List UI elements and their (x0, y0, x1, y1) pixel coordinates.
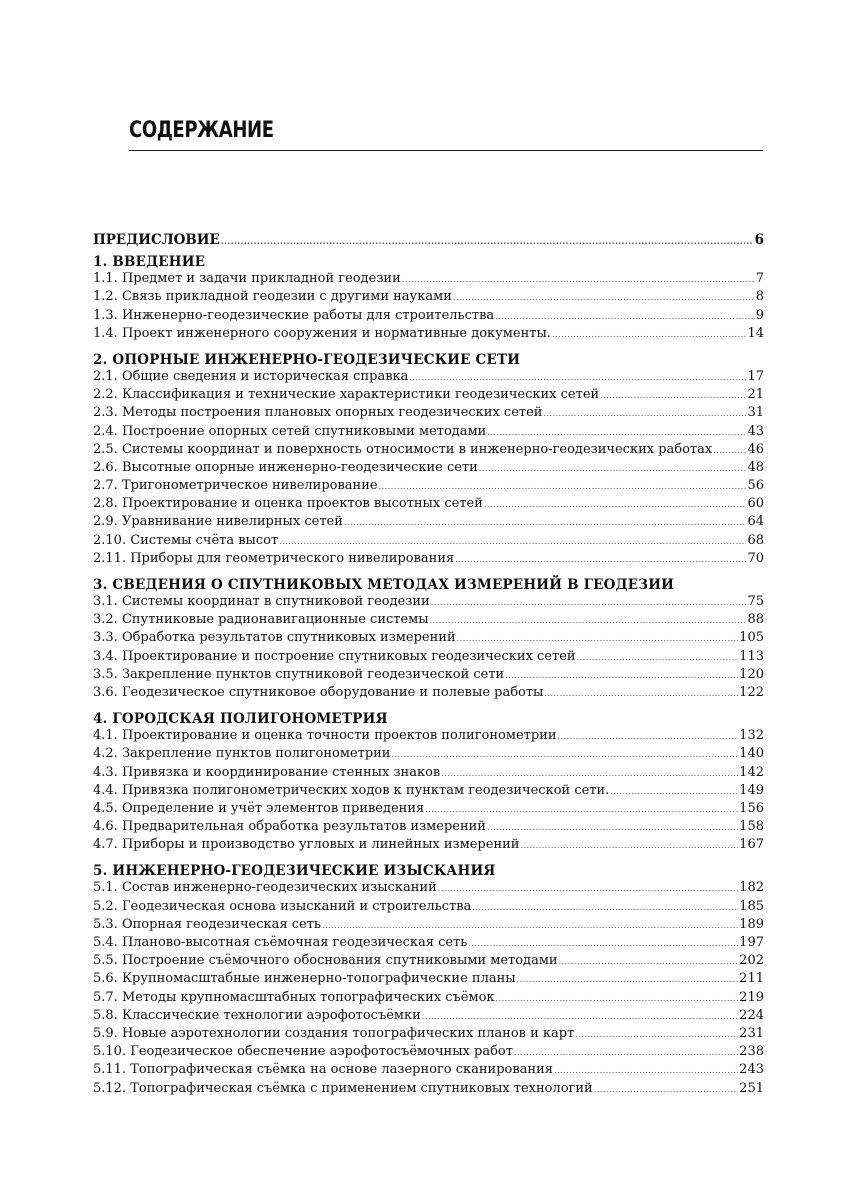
toc-entry[interactable] (93, 271, 764, 289)
toc-entry-page: 43 (747, 423, 764, 439)
toc-entry[interactable] (93, 1062, 764, 1080)
toc-entry[interactable] (93, 630, 764, 648)
toc-entry[interactable] (93, 1026, 764, 1044)
toc-entry-page: 9 (755, 307, 764, 323)
toc-entry-title: 2.10. Системы счёта высот (93, 532, 279, 548)
toc-entry[interactable] (93, 765, 764, 783)
toc-section-heading[interactable]: 3. СВЕДЕНИЯ О СПУТНИКОВЫХ МЕТОДАХ ИЗМЕРЕНИЙ В ГЕОДЕЗИИ (93, 577, 675, 593)
toc-entry[interactable] (93, 819, 764, 837)
toc-leader-dots (441, 769, 738, 778)
toc-entry-page: 31 (747, 405, 764, 421)
toc-leader-dots (344, 518, 747, 527)
toc-entry-page: 17 (747, 368, 764, 384)
toc-entry-page: 88 (747, 612, 764, 628)
toc-entry-page: 158 (739, 819, 764, 835)
toc-leader-dots (495, 312, 755, 321)
toc-entry[interactable] (93, 1081, 764, 1099)
toc-entry-title: 3.2. Спутниковые радионавигационные системы (93, 612, 429, 628)
toc-entry-page: 132 (739, 728, 764, 744)
toc-entry-title: 1.3. Инженерно-геодезические работы для строительства (93, 307, 495, 323)
toc-leader-dots (468, 939, 738, 948)
toc-entry-page: 243 (739, 1062, 764, 1078)
toc-section-heading[interactable]: 4. ГОРОДСКАЯ ПОЛИГОНОМЕТРИЯ (93, 711, 388, 728)
toc-leader-dots (600, 391, 746, 400)
toc-entry-page: 182 (739, 880, 764, 896)
toc-leader-dots (559, 957, 739, 966)
toc-entry[interactable] (93, 514, 764, 532)
toc-leader-dots (577, 653, 739, 662)
toc-entry-page: 6 (754, 232, 764, 248)
section-spacer (93, 703, 764, 710)
toc-leader-dots (279, 537, 746, 546)
toc-entry-title: 2.6. Высотные опорные инженерно-геодезические сети (93, 459, 478, 475)
toc-leader-dots (543, 409, 746, 418)
toc-entry-page: 197 (739, 935, 764, 950)
toc-entry-page: 64 (747, 514, 764, 530)
toc-leader-dots (453, 293, 755, 302)
toc-entry[interactable] (93, 837, 764, 855)
toc-section-heading[interactable]: 5. ИНЖЕНЕРНО-ГЕОДЕЗИЧЕСКИЕ ИЗЫСКАНИЯ (93, 863, 496, 880)
toc-leader-dots (484, 500, 747, 509)
toc-entry-title: 3.6. Геодезическое спутниковое оборудование и полевые работы (93, 684, 544, 700)
toc-entry[interactable] (93, 990, 764, 1008)
toc-entry-title: 2.1. Общие сведения и историческая справка (93, 368, 409, 384)
toc-entry-page: 75 (747, 594, 764, 609)
toc-entry-title: 3.4. Проектирование и построение спутниковых геодезических сетей (93, 648, 576, 664)
toc-entry[interactable] (93, 728, 764, 746)
toc-entry-title: 5.6. Крупномасштабные инженерно-топографические планы (93, 971, 516, 987)
toc-entry[interactable] (93, 478, 764, 496)
toc-leader-dots (517, 975, 739, 984)
toc-leader-dots (487, 823, 738, 832)
toc-leader-dots (713, 446, 746, 455)
toc-leader-dots (402, 275, 755, 284)
toc-entry-title: 4.1. Проектирование и оценка точности проектов полигонометрии (93, 728, 557, 744)
toc-entry-title: 5.3. Опорная геодезическая сеть (93, 916, 321, 932)
toc-entry-page: 14 (747, 325, 764, 341)
toc-entry-title: 4.4. Привязка полигонометрических ходов к пунктам геодезической сети. (93, 782, 610, 798)
toc-entry-page: 189 (739, 916, 764, 932)
toc-entry-page: 140 (739, 746, 764, 762)
toc-leader-dots (391, 750, 738, 759)
toc-entry[interactable] (93, 953, 764, 971)
toc-entry[interactable] (93, 917, 764, 935)
toc-entry-page: 202 (739, 953, 764, 969)
toc-entry-page: 120 (739, 666, 764, 682)
toc-entry-title: 3.5. Закрепление пунктов спутниковой геодезической сети (93, 666, 505, 682)
toc-entry[interactable] (93, 594, 764, 612)
toc-leader-dots (575, 1030, 738, 1039)
toc-entry-preface[interactable] (93, 232, 764, 250)
toc-entry-page: 211 (739, 971, 764, 987)
toc-entry[interactable] (93, 496, 764, 514)
toc-entry-title: 5.11. Топографическая съёмка на основе лазерного сканирования (93, 1062, 553, 1078)
toc-entry-title: 2.2. Классификация и технические характеристики геодезических сетей (93, 387, 600, 403)
toc-leader-dots (558, 732, 739, 741)
toc-entry-title: 5.10. Геодезическое обеспечение аэрофотосъёмочных работ (93, 1044, 513, 1060)
toc-leader-dots (322, 921, 738, 930)
toc-entry-page: 113 (739, 648, 764, 664)
toc-entry-title: 5.8. Классические технологии аэрофотосъёмки (93, 1007, 421, 1023)
toc-entry[interactable] (93, 1008, 764, 1026)
toc-entry-title: 5.1. Состав инженерно-геодезических изысканий (93, 880, 437, 896)
toc-entry-title: 2.8. Проектирование и оценка проектов высотных сетей (93, 496, 483, 512)
toc-entry-title: 2.7. Тригонометрическое нивелирование (93, 478, 378, 494)
toc-entry-title: 5.7. Методы крупномасштабных топографических съёмок (93, 989, 495, 1005)
toc-entry[interactable] (93, 971, 764, 989)
toc-entry[interactable] (93, 460, 764, 478)
title-underline (129, 150, 763, 151)
toc-entry-title: 2.5. Системы координат и поверхность относимости в инженерно-геодезических работах (93, 441, 713, 457)
toc-leader-dots (594, 1085, 738, 1094)
toc-entry-title: 2.4. Построение опорных сетей спутниковыми методами (93, 423, 487, 439)
section-spacer (93, 855, 764, 862)
toc-entry-page: 46 (747, 441, 764, 457)
toc-entry-page: 231 (739, 1025, 764, 1041)
toc-leader-dots (431, 598, 747, 607)
toc-leader-dots (514, 1048, 738, 1057)
toc-leader-dots (221, 236, 754, 246)
toc-entry-page: 238 (739, 1044, 764, 1060)
toc-leader-dots (438, 884, 738, 893)
toc-entry[interactable] (93, 783, 764, 801)
toc-entry-title: 2.11. Приборы для геометрического нивелирования (93, 550, 455, 566)
toc-leader-dots (487, 428, 746, 437)
toc-entry-title: 4.5. Определение и учёт элементов приведения (93, 800, 425, 816)
toc-entry-title: 5.4. Планово-высотная съёмочная геодезическая сеть (93, 935, 468, 950)
toc-entry-title: 2.9. Уравнивание нивелирных сетей (93, 514, 343, 530)
toc-entry-page: 142 (739, 764, 764, 780)
toc-entry-title: 2.3. Методы построения плановых опорных геодезических сетей (93, 405, 543, 421)
toc-entry[interactable] (93, 899, 764, 917)
section-spacer (93, 569, 764, 576)
toc-entry[interactable] (93, 442, 764, 460)
toc-entry-page: 60 (747, 496, 764, 512)
toc-entry-title: 5.5. Построение съёмочного обоснования спутниковыми методами (93, 953, 558, 969)
toc-entry-title: 3.3. Обработка результатов спутниковых измерений (93, 630, 456, 646)
toc-entry-page: 219 (739, 989, 764, 1005)
toc-leader-dots (505, 671, 738, 680)
toc-entry-page: 70 (747, 550, 764, 566)
toc-entry-title: 4.7. Приборы и производство угловых и линейных измерений (93, 837, 520, 853)
toc-entry-title: 5.2. Геодезическая основа изысканий и строительства (93, 898, 472, 914)
toc-entry[interactable] (93, 551, 764, 569)
toc-entry-title: 1.2. Связь прикладной геодезии с другими науками (93, 289, 452, 305)
toc-leader-dots (520, 841, 738, 850)
toc-entry[interactable] (93, 533, 764, 551)
toc-leader-dots (422, 1012, 738, 1021)
toc-entry-title: 1.1. Предмет и задачи прикладной геодезии (93, 271, 401, 287)
toc-entry[interactable] (93, 308, 764, 326)
toc-entry-page: 122 (739, 684, 764, 700)
toc-entry-page: 8 (755, 289, 764, 305)
toc-leader-dots (552, 330, 747, 339)
toc-entry[interactable] (93, 935, 764, 953)
toc-leader-dots (409, 373, 746, 382)
toc-entry[interactable] (93, 612, 764, 630)
toc-leader-dots (379, 482, 747, 491)
toc-entry-page: 167 (739, 837, 764, 853)
toc-leader-dots (425, 805, 738, 814)
toc-entry[interactable] (93, 880, 764, 898)
toc-entry-title: 5.12. Топографическая съёмка с применением спутниковых технологий (93, 1080, 593, 1096)
toc-entry[interactable] (93, 326, 764, 344)
toc-leader-dots (430, 616, 747, 625)
toc-leader-dots (610, 787, 738, 796)
toc-entry-title: 1.4. Проект инженерного сооружения и нормативные документы. (93, 325, 551, 341)
toc-leader-dots (496, 994, 739, 1003)
toc-entry-page: 68 (747, 532, 764, 548)
toc-entry-title: 5.9. Новые аэротехнологии создания топографических планов и карт (93, 1025, 575, 1041)
toc-entry-page: 48 (747, 459, 764, 475)
toc-entry-title: 4.3. Привязка и координирование стенных знаков (93, 764, 441, 780)
toc-section-heading[interactable]: 2. ОПОРНЫЕ ИНЖЕНЕРНО-ГЕОДЕЗИЧЕСКИЕ СЕТИ (93, 351, 521, 368)
table-of-contents (93, 232, 764, 1099)
toc-leader-dots (457, 634, 739, 643)
toc-leader-dots (472, 903, 738, 912)
toc-entry[interactable] (93, 649, 764, 667)
toc-entry-page: 105 (739, 630, 764, 646)
toc-entry-page: 21 (747, 387, 764, 403)
toc-entry[interactable] (93, 289, 764, 307)
toc-sections (93, 250, 764, 1099)
toc-entry[interactable] (93, 369, 764, 387)
toc-entry-title: ПРЕДИСЛОВИЕ (93, 232, 220, 248)
toc-entry[interactable] (93, 685, 764, 703)
page-title: СОДЕРЖАНИЕ (129, 118, 274, 143)
toc-entry[interactable] (93, 667, 764, 685)
toc-entry-page: 251 (739, 1080, 764, 1096)
toc-entry-title: 4.6. Предварительная обработка результатов измерений (93, 819, 486, 835)
toc-entry-page: 7 (755, 271, 764, 287)
toc-entry-page: 56 (747, 478, 764, 494)
toc-entry-title: 4.2. Закрепление пунктов полигонометрии (93, 746, 391, 762)
toc-leader-dots (479, 464, 747, 473)
toc-entry-page: 149 (739, 782, 764, 798)
toc-entry-page: 156 (739, 800, 764, 816)
toc-entry[interactable] (93, 801, 764, 819)
toc-entry-page: 185 (739, 898, 764, 914)
toc-entry-page: 224 (739, 1007, 764, 1023)
toc-entry[interactable] (93, 1044, 764, 1062)
toc-leader-dots (554, 1066, 738, 1075)
toc-leader-dots (455, 555, 746, 564)
toc-entry[interactable] (93, 746, 764, 764)
toc-entry[interactable] (93, 405, 764, 423)
toc-leader-dots (544, 689, 738, 698)
toc-entry[interactable] (93, 387, 764, 405)
toc-entry-title: 3.1. Системы координат в спутниковой геодезии (93, 594, 430, 609)
toc-section-heading[interactable]: 1. ВВЕДЕНИЕ (93, 254, 206, 271)
section-spacer (93, 344, 764, 351)
toc-entry[interactable] (93, 424, 764, 442)
